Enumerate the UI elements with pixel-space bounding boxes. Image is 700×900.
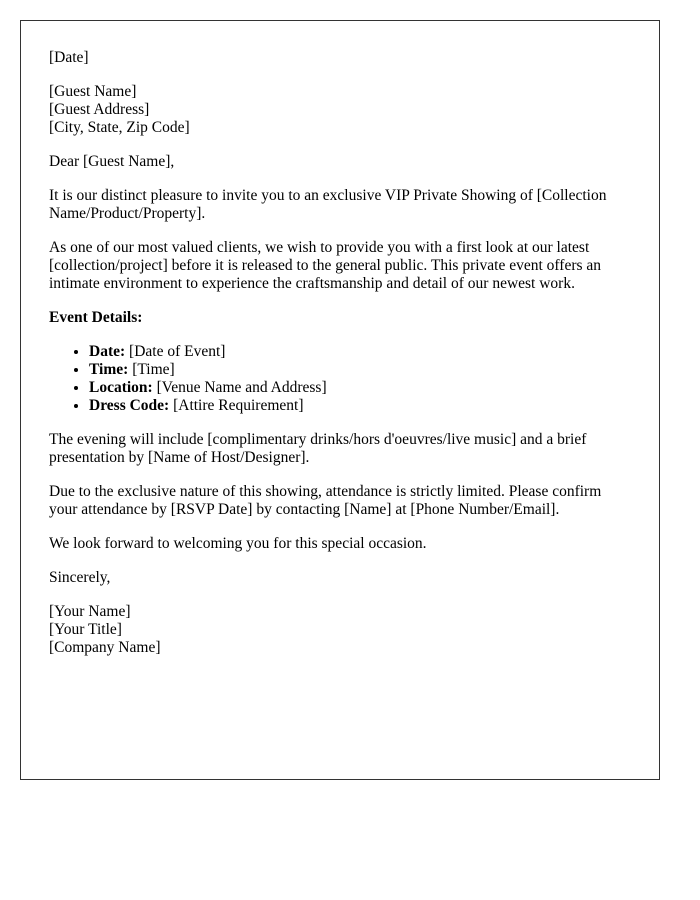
event-detail-value: [Venue Name and Address] — [156, 379, 327, 396]
event-detail-label: Time: — [89, 361, 129, 378]
paragraph-evening: The evening will include [complimentary drinks/hors d'oeuvres/live music] and a brief presentation by [Name of Host/Designer]. — [49, 431, 587, 466]
paragraph-rsvp: Due to the exclusive nature of this showing, attendance is strictly limited. Please confirm your attendance by [RSVP Date] by contacting [Name] at [Phone Number/Email]. — [49, 483, 602, 518]
recipient-city-line: [City, State, Zip Code] — [49, 119, 190, 136]
paragraph-invite: It is our distinct pleasure to invite you to an exclusive VIP Private Showing of [Collection Name/Product/Property]. — [49, 187, 607, 222]
event-detail-value: [Time] — [132, 361, 175, 378]
event-detail-date — [89, 343, 631, 361]
event-detail-value: [Date of Event] — [129, 343, 226, 360]
event-detail-label: Dress Code: — [89, 397, 170, 414]
event-details-heading: Event Details: — [49, 309, 143, 326]
letter-date: [Date] — [49, 49, 89, 66]
paragraph-valued-clients: As one of our most valued clients, we wish to provide you with a first look at our latest [collection/project] before it is released to the general public. This private event offers an intimate environment to experience the craftsmanship and detail of our newest work. — [49, 239, 602, 292]
event-detail-label: Location: — [89, 379, 153, 396]
event-detail-label: Date: — [89, 343, 126, 360]
letter-page — [20, 20, 660, 780]
salutation: Dear [Guest Name], — [49, 153, 175, 170]
event-details-list — [49, 343, 631, 415]
recipient-address: [Guest Address] — [49, 101, 150, 118]
recipient-block — [49, 83, 631, 137]
signature-company: [Company Name] — [49, 639, 161, 656]
event-detail-value: [Attire Requirement] — [173, 397, 304, 414]
signature-title: [Your Title] — [49, 621, 122, 638]
signature-block — [49, 603, 631, 657]
event-detail-dress-code — [89, 397, 631, 415]
event-detail-location — [89, 379, 631, 397]
recipient-name: [Guest Name] — [49, 83, 137, 100]
event-detail-time — [89, 361, 631, 379]
closing: Sincerely, — [49, 569, 111, 586]
signature-name: [Your Name] — [49, 603, 131, 620]
paragraph-closing-line: We look forward to welcoming you for this special occasion. — [49, 535, 427, 552]
